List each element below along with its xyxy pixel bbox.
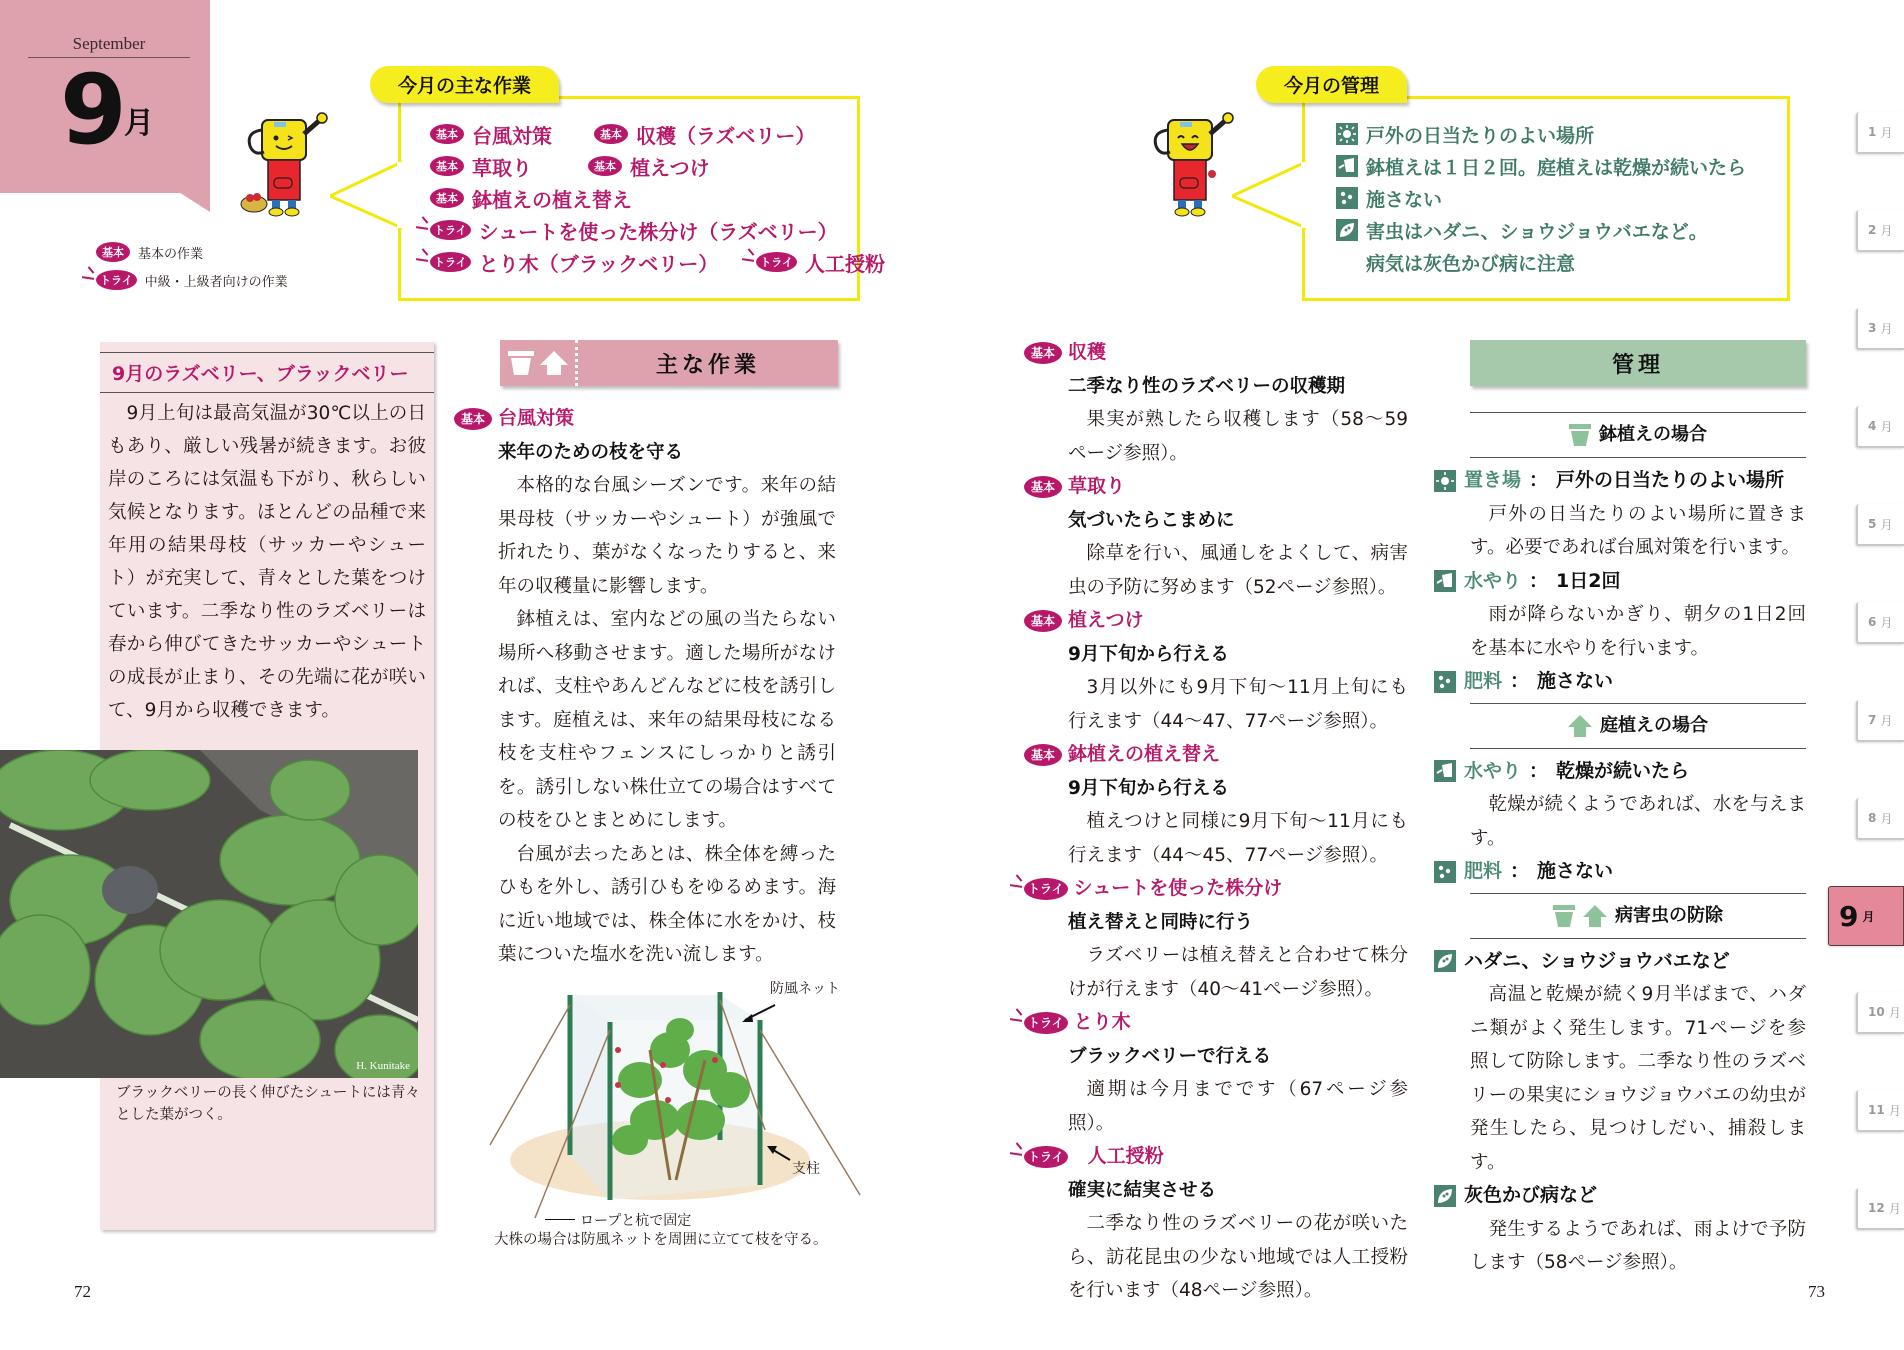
management-item-head bbox=[1434, 1179, 1806, 1213]
management-value: ハダニ、ショウジョウバエなど bbox=[1464, 949, 1730, 972]
leaf-photo-icon bbox=[0, 750, 418, 1078]
watering-can-mascot-happy-icon bbox=[1146, 112, 1234, 222]
task-paragraph: 適期は今月までです（67ページ参照）。 bbox=[1068, 1079, 1408, 1134]
task-paragraph: 果実が熟したら収穫します（58～59ページ参照）。 bbox=[1068, 409, 1408, 464]
basic-badge: 基本 bbox=[588, 156, 622, 176]
task-label: とり木（ブラックベリー） bbox=[478, 251, 719, 276]
management-key: 水やり bbox=[1464, 569, 1522, 592]
task-heading bbox=[1024, 336, 1408, 370]
management-body: 乾燥が続くようであれば、水を与えます。 bbox=[1470, 794, 1806, 849]
task-subtitle: 来年のための枝を守る bbox=[498, 441, 684, 463]
basic-badge: 基本 bbox=[594, 124, 628, 144]
task-title: 植えつけ bbox=[1068, 609, 1144, 631]
month-tab-2[interactable]: 2 月 bbox=[1856, 210, 1904, 252]
task-title: 収穫 bbox=[1068, 341, 1107, 363]
task-heading bbox=[1024, 604, 1408, 638]
rope-label: ロープと杭で固定 bbox=[580, 1213, 692, 1229]
basic-badge: 基本 bbox=[454, 408, 492, 430]
task-article-layering bbox=[1028, 1006, 1408, 1140]
windbreak-net-icon bbox=[470, 970, 870, 1220]
leaf-pest-icon bbox=[1434, 950, 1456, 972]
management-item-head: 肥料 ： 施さない bbox=[1434, 665, 1806, 699]
task-title: 鉢植えの植え替え bbox=[1068, 743, 1221, 765]
basic-badge: 基本 bbox=[1024, 744, 1062, 766]
month-tab-9-active[interactable]: 9 月 bbox=[1828, 886, 1904, 946]
tasks-section-header bbox=[500, 340, 838, 386]
garden-arrow-icon bbox=[1583, 905, 1607, 927]
task-title: 人工授粉 bbox=[1087, 1145, 1164, 1167]
task-paragraph: 3月以外にも9月下旬～11月上旬にも行えます（44～47、77ページ参照）。 bbox=[1068, 677, 1408, 732]
basic-badge: 基本 bbox=[1024, 342, 1062, 364]
management-body: 雨が降らないかぎり、朝夕の1日2回を基本に水やりを行います。 bbox=[1470, 604, 1806, 659]
month-kanji: 月 bbox=[124, 106, 154, 141]
month-tab-4[interactable]: 4 月 bbox=[1856, 406, 1904, 448]
management-item-head: 水やり ： 乾燥が続いたら bbox=[1434, 755, 1806, 789]
task-articles-right bbox=[1028, 336, 1408, 1308]
task-title: とり木 bbox=[1073, 1011, 1131, 1033]
garden-arrow-icon bbox=[1568, 715, 1592, 737]
task-subtitle: 確実に結実させる bbox=[1068, 1179, 1217, 1201]
watering-can-mascot-icon bbox=[240, 112, 328, 222]
month-tab-11[interactable]: 11 月 bbox=[1856, 1090, 1904, 1132]
task-label: 草取り bbox=[472, 155, 532, 180]
blackberry-photo bbox=[0, 750, 418, 1078]
management-row bbox=[1336, 182, 1746, 214]
try-badge: トライ bbox=[1024, 878, 1068, 900]
try-badge: トライ bbox=[430, 220, 471, 240]
basic-badge: 基本 bbox=[1024, 476, 1062, 498]
task-subtitle: 9月下旬から行える bbox=[1068, 643, 1229, 665]
legend-label: 中級・上級者向けの作業 bbox=[144, 274, 288, 290]
sidebar-article-title: 9月のラズベリー、ブラックベリー bbox=[100, 352, 434, 393]
task-row bbox=[430, 182, 885, 214]
month-tab-6[interactable]: 6 月 bbox=[1856, 602, 1904, 644]
sidebar-article-body bbox=[108, 397, 426, 727]
task-label: 鉢植えの植え替え bbox=[472, 187, 632, 212]
task-subtitle: ブラックベリーで行える bbox=[1068, 1045, 1272, 1067]
management-row bbox=[1336, 214, 1746, 246]
task-paragraph: 植えつけと同様に9月下旬～11月にも行えます（44～45、77ページ参照）。 bbox=[1068, 811, 1408, 866]
main-tasks-list bbox=[430, 118, 885, 278]
task-subtitle: 植え替えと同時に行う bbox=[1068, 911, 1254, 933]
garden-subsection-header bbox=[1470, 703, 1806, 749]
task-article-pollination bbox=[1028, 1140, 1408, 1308]
management-box-title: 今月の管理 bbox=[1256, 66, 1407, 103]
legend-label: 基本の作業 bbox=[138, 246, 204, 262]
task-article-harvest bbox=[1030, 336, 1408, 470]
task-label: 人工授粉 bbox=[804, 251, 885, 276]
try-badge: トライ bbox=[756, 252, 797, 272]
management-text: 病気は灰色かび病に注意 bbox=[1366, 252, 1576, 275]
month-tab-5[interactable]: 5 月 bbox=[1856, 504, 1904, 546]
basic-badge: 基本 bbox=[430, 156, 464, 176]
try-badge: トライ bbox=[1024, 1146, 1068, 1168]
management-key: 水やり bbox=[1464, 759, 1522, 782]
pests-subsection-header bbox=[1470, 893, 1806, 939]
task-article-repotting bbox=[1030, 738, 1408, 872]
task-title: 台風対策 bbox=[498, 407, 575, 429]
leaf-pest-icon bbox=[1434, 1185, 1456, 1207]
task-heading bbox=[1024, 738, 1408, 772]
month-tab-1[interactable]: 1 月 bbox=[1856, 112, 1904, 154]
photo-caption: ブラックベリーの長く伸びたシュートには青々とした葉がつく。 bbox=[116, 1085, 420, 1123]
management-text: 鉢植えは１日２回。庭植えは乾燥が続いたら bbox=[1366, 156, 1747, 179]
month-tab-8[interactable]: 8 月 bbox=[1856, 798, 1904, 840]
speech-pointer bbox=[1232, 150, 1306, 240]
management-text: 害虫はハダニ、ショウジョウバエなど。 bbox=[1366, 220, 1708, 243]
fertilizer-icon bbox=[1434, 861, 1456, 883]
management-body: 戸外の日当たりのよい場所に置きます。必要であれば台風対策を行います。 bbox=[1470, 503, 1806, 558]
page-number-right: 73 bbox=[1808, 1282, 1825, 1301]
task-label: 植えつけ bbox=[630, 155, 710, 180]
main-tasks-title: 今月の主な作業 bbox=[370, 66, 559, 103]
task-article-division bbox=[1028, 872, 1408, 1006]
task-heading bbox=[454, 402, 836, 436]
management-value: 戸外の日当たりのよい場所 bbox=[1556, 469, 1785, 491]
management-text: 戸外の日当たりのよい場所 bbox=[1366, 124, 1595, 147]
management-item-head: 肥料 ： 施さない bbox=[1434, 855, 1806, 889]
management-item-head: 水やり ： 1日2回 bbox=[1434, 565, 1806, 599]
subsection-title: 病害虫の防除 bbox=[1615, 904, 1723, 926]
task-row bbox=[430, 246, 885, 278]
task-paragraph: 本格的な台風シーズンです。来年の結果母枝（サッカーやシュート）が強風で折れたり、葉がなくなったりすると、来年の収穫量に影響します。 bbox=[498, 475, 836, 597]
month-number: 9 bbox=[60, 54, 125, 166]
task-heading bbox=[1024, 1006, 1408, 1040]
management-row bbox=[1336, 118, 1746, 150]
leaf-pest-icon bbox=[1336, 219, 1358, 241]
management-value: 1日2回 bbox=[1556, 569, 1621, 592]
subsection-title: 鉢植えの場合 bbox=[1599, 424, 1707, 446]
garden-arrow-icon bbox=[540, 351, 568, 375]
management-value: 灰色かび病など bbox=[1464, 1184, 1598, 1206]
management-column bbox=[1434, 408, 1806, 1280]
header-icons bbox=[500, 340, 578, 386]
fertilizer-icon bbox=[1336, 187, 1358, 209]
windbreak-illustration bbox=[470, 970, 870, 1229]
management-key: 肥料 bbox=[1464, 860, 1503, 882]
subsection-title: 庭植えの場合 bbox=[1600, 714, 1708, 736]
task-label: 台風対策 bbox=[472, 123, 552, 148]
sidebar-article-text: 9月上旬は最高気温が30℃以上の日もあり、厳しい残暑が続きます。お彼岸のころには気温も下がり、秋らしい気候となります。ほとんどの品種で来年用の結果母枝（サッカーやシュート）が充実して、青々とした葉をつけています。二季なり性のラズベリーは春から伸びてきたサッカーやシュートの成長が止まり、その先端に花が咲いて、9月から収穫できます。 bbox=[108, 403, 426, 721]
sun-icon bbox=[1434, 470, 1456, 492]
month-tab-7[interactable]: 7 月 bbox=[1856, 700, 1904, 742]
management-section-title: 管理 bbox=[1470, 340, 1806, 386]
pot-icon bbox=[1569, 424, 1591, 446]
try-badge: トライ bbox=[430, 252, 471, 272]
task-label: シュートを使った株分け（ラズベリー） bbox=[478, 219, 838, 244]
management-value: 施さない bbox=[1537, 860, 1614, 882]
management-text: 施さない bbox=[1366, 188, 1443, 211]
legend-row-basic bbox=[96, 238, 288, 266]
task-subtitle: 9月下旬から行える bbox=[1068, 777, 1229, 799]
watering-can-icon bbox=[1434, 760, 1456, 782]
task-row bbox=[430, 118, 885, 150]
month-english: September bbox=[28, 34, 190, 58]
sun-icon bbox=[1336, 123, 1358, 145]
try-badge: トライ bbox=[96, 270, 137, 290]
month-tab-12[interactable]: 12 月 bbox=[1856, 1188, 1904, 1230]
photo-credit: H. Kunitake bbox=[356, 1060, 410, 1072]
task-paragraph: 鉢植えは、室内などの風の当たらない場所へ移動させます。適した場所がなければ、支柱やあんどんなどに枝を誘引します。庭植えは、来年の結果母枝になる枝を支柱やフェンスにしっかりと誘引を。誘引しない株仕立ての場合はすべての枝をひとまとめにします。 bbox=[498, 609, 836, 831]
task-article-planting bbox=[1030, 604, 1408, 738]
tasks-section-title: 主な作業 bbox=[655, 352, 760, 378]
task-subtitle: 気づいたらこまめに bbox=[1068, 509, 1235, 531]
month-tab-10[interactable]: 10 月 bbox=[1856, 992, 1904, 1034]
management-summary-list bbox=[1336, 118, 1746, 278]
task-article-weeding bbox=[1030, 470, 1408, 604]
pot-icon bbox=[1553, 905, 1575, 927]
task-title: シュートを使った株分け bbox=[1073, 877, 1283, 899]
task-heading bbox=[1024, 1140, 1408, 1174]
month-banner-tail bbox=[160, 180, 210, 212]
task-paragraph: 台風が去ったあとは、株全体を縛ったひもを外し、誘引ひもをゆるめます。海に近い地域では、株全体に水をかけ、枝葉についた塩水を洗い流します。 bbox=[498, 843, 836, 965]
management-item-head bbox=[1434, 945, 1806, 979]
task-title: 草取り bbox=[1068, 475, 1126, 497]
post-label: 支柱 bbox=[792, 1161, 820, 1177]
task-article-typhoon bbox=[460, 402, 836, 972]
task-heading bbox=[1024, 470, 1408, 504]
task-row bbox=[430, 214, 885, 246]
management-value: 乾燥が続いたら bbox=[1556, 759, 1690, 782]
basic-badge: 基本 bbox=[1024, 610, 1062, 632]
management-key: 置き場 bbox=[1464, 469, 1522, 491]
legend-row-try bbox=[96, 266, 288, 294]
try-badge: トライ bbox=[1024, 1012, 1068, 1034]
watering-can-icon bbox=[1434, 570, 1456, 592]
net-label: 防風ネット bbox=[770, 981, 840, 997]
task-paragraph: 二季なり性のラズベリーの花が咲いたら、訪花昆虫の少ない地域では人工授粉を行います（48ページ参照）。 bbox=[1068, 1213, 1408, 1301]
speech-pointer bbox=[330, 150, 402, 240]
management-row bbox=[1336, 246, 1746, 278]
illustration-caption: 大株の場合は防風ネットを周囲に立てて枝を守る。 bbox=[494, 1232, 828, 1248]
task-row bbox=[430, 150, 885, 182]
basic-badge: 基本 bbox=[96, 242, 130, 262]
page-number-left: 72 bbox=[74, 1282, 91, 1301]
task-paragraph: ラズベリーは植え替えと合わせて株分けが行えます（40～41ページ参照）。 bbox=[1068, 945, 1408, 1000]
basic-badge: 基本 bbox=[430, 188, 464, 208]
basic-badge: 基本 bbox=[430, 124, 464, 144]
management-body: 発生するようであれば、雨よけで予防します（58ページ参照）。 bbox=[1470, 1218, 1806, 1273]
management-key: 肥料 bbox=[1464, 670, 1503, 692]
potted-subsection-header bbox=[1470, 412, 1806, 458]
legend bbox=[96, 238, 288, 294]
pot-icon bbox=[508, 351, 534, 375]
month-tab-3[interactable]: 3 月 bbox=[1856, 308, 1904, 350]
task-subtitle: 二季なり性のラズベリーの収穫期 bbox=[1068, 375, 1345, 397]
watering-can-icon bbox=[1336, 155, 1358, 177]
task-heading bbox=[1024, 872, 1408, 906]
task-label: 収穫（ラズベリー） bbox=[636, 123, 816, 148]
management-value: 施さない bbox=[1537, 670, 1614, 692]
management-item-head: 置き場 ： 戸外の日当たりのよい場所 bbox=[1434, 464, 1806, 498]
task-paragraph: 除草を行い、風通しをよくして、病害虫の予防に努めます（52ページ参照）。 bbox=[1068, 543, 1408, 598]
fertilizer-icon bbox=[1434, 671, 1456, 693]
management-body: 高温と乾燥が続く9月半ばまで、ハダニ類がよく発生します。71ページを参照して防除します。二季なり性のラズベリーの果実にショウジョウバエの幼虫が発生したら、見つけしだい、捕殺します。 bbox=[1470, 984, 1806, 1173]
management-row bbox=[1336, 150, 1746, 182]
